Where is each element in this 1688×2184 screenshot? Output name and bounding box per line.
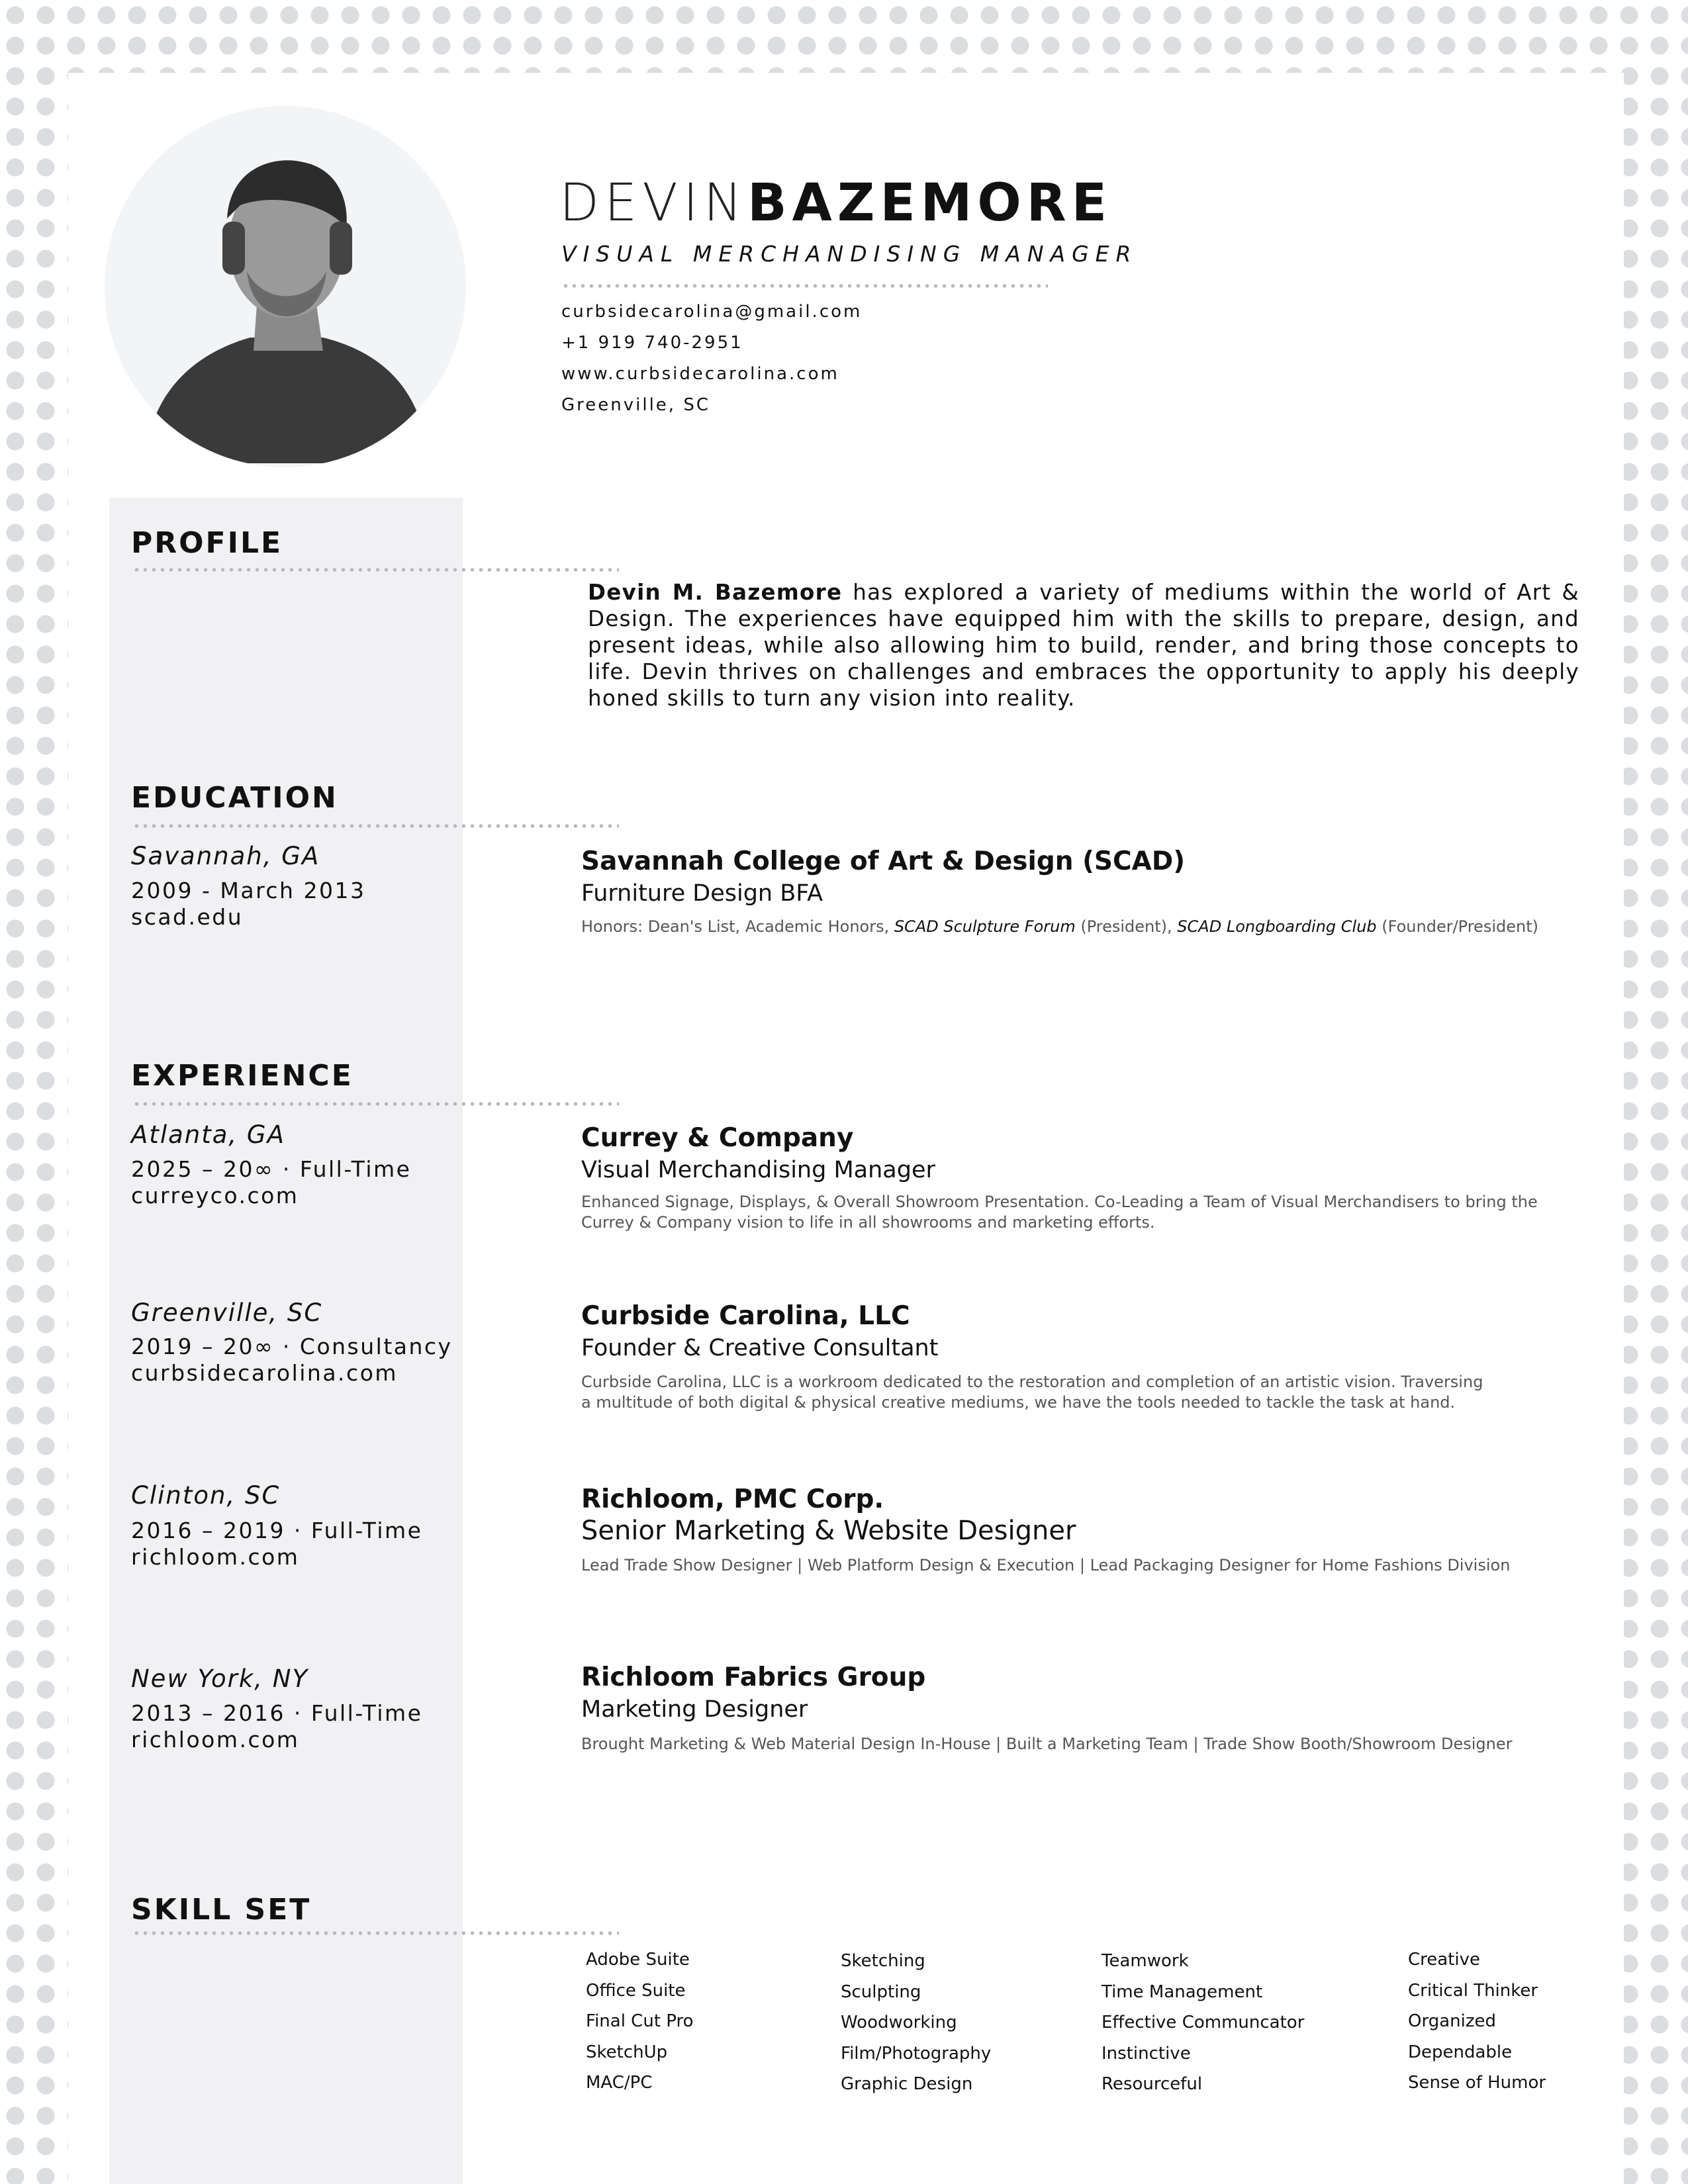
education-heading: EDUCATION xyxy=(131,781,338,815)
job-location: New York, NY xyxy=(131,1664,309,1693)
profile-name: Devin M. Bazemore xyxy=(588,580,843,605)
job-dates: 2013 – 2016 · Full-Time xyxy=(131,1700,423,1726)
job-location: Greenville, SC xyxy=(131,1298,323,1327)
skill-item: Resourceful xyxy=(1102,2074,1203,2094)
skill-item: Final Cut Pro xyxy=(586,2011,694,2031)
contact-location: Greenville, SC xyxy=(561,395,710,415)
job-title: VISUAL MERCHANDISING MANAGER xyxy=(561,241,1138,267)
job-description: Enhanced Signage, Displays, & Overall Showroom Presentation. Co-Leading a Team of Visual Merchandisers to bring the Currey & Company vision to life in all showrooms and marketing efforts. xyxy=(581,1193,1538,1232)
job-role: Founder & Creative Consultant xyxy=(581,1335,939,1361)
experience-heading: EXPERIENCE xyxy=(131,1059,353,1093)
skill-item: Creative xyxy=(1408,1950,1481,1970)
skills-column xyxy=(586,1944,694,2099)
education-school: Savannah College of Art & Design (SCAD) xyxy=(581,846,1186,876)
profile-body: has explored a variety of mediums within the world of Art & Design. The experiences have equipped him with the skills to prepare, design, and present ideas, while also allowing him to build, render, and bring those concepts to life. Devin thrives on challenges and embraces the opportunity to apply his deeply honed skills to turn any vision into reality. xyxy=(588,580,1579,711)
education-degree: Furniture Design BFA xyxy=(581,880,823,907)
profile-photo xyxy=(105,106,466,467)
job-site[interactable]: curreyco.com xyxy=(131,1183,299,1208)
skill-item: Instinctive xyxy=(1102,2043,1191,2064)
skills-column xyxy=(841,1946,991,2100)
skill-item: Sense of Humor xyxy=(1408,2073,1546,2093)
full-name xyxy=(559,173,1112,233)
skill-item: Film/Photography xyxy=(841,2043,992,2064)
honor-sculpture-forum: SCAD Sculpture Forum xyxy=(894,917,1076,936)
job-location: Atlanta, GA xyxy=(131,1120,285,1149)
education-site[interactable]: scad.edu xyxy=(131,904,244,930)
job-site[interactable]: curbsidecarolina.com xyxy=(131,1360,399,1386)
last-name: BAZEMORE xyxy=(747,173,1112,233)
job-company: Currey & Company xyxy=(581,1123,854,1153)
profile-heading: PROFILE xyxy=(131,526,283,560)
header-divider xyxy=(561,284,1048,288)
skills-divider xyxy=(132,1931,619,1935)
experience-divider xyxy=(132,1102,619,1106)
skills-column xyxy=(1408,1944,1546,2099)
job-role: Visual Merchandising Manager xyxy=(581,1157,935,1183)
education-location: Savannah, GA xyxy=(131,842,320,870)
contact-phone[interactable]: +1 919 740-2951 xyxy=(561,333,743,353)
job-location: Clinton, SC xyxy=(131,1481,281,1510)
skill-item: Sketching xyxy=(841,1951,925,1971)
profile-divider xyxy=(132,568,619,572)
skill-item: Critical Thinker xyxy=(1408,1980,1538,2001)
first-name: DEVIN xyxy=(559,173,748,233)
honor-longboarding-club: SCAD Longboarding Club xyxy=(1177,917,1377,936)
job-description: Lead Trade Show Designer | Web Platform Design & Execution | Lead Packaging Designer for Home Fashions Division xyxy=(581,1556,1511,1574)
skill-item: Effective Communcator xyxy=(1102,2013,1305,2032)
skill-item: Dependable xyxy=(1408,2042,1513,2062)
education-divider xyxy=(132,824,619,828)
job-role: Marketing Designer xyxy=(581,1696,808,1723)
job-role: Senior Marketing & Website Designer xyxy=(581,1516,1076,1546)
skills-heading: SKILL SET xyxy=(131,1893,312,1927)
skill-item: MAC/PC xyxy=(586,2073,653,2093)
job-description: Brought Marketing & Web Material Design In-House | Built a Marketing Team | Trade Show Booth/Showroom Designer xyxy=(581,1735,1513,1753)
skill-item: Adobe Suite xyxy=(586,1950,690,1970)
job-description: Curbside Carolina, LLC is a workroom dedicated to the restoration and completion of an artistic vision. Traversing a multitude of both digital & physical creative mediums, we have the tools needed to tackle the task at hand. xyxy=(581,1373,1483,1412)
job-company: Curbside Carolina, LLC xyxy=(581,1301,910,1331)
skill-item: Time Management xyxy=(1102,1981,1263,2002)
job-company: Richloom Fabrics Group xyxy=(581,1662,926,1692)
contact-website[interactable]: www.curbsidecarolina.com xyxy=(561,364,839,384)
skill-item: Organized xyxy=(1408,2011,1496,2031)
profile-text xyxy=(588,579,1579,711)
job-dates: 2019 – 20∞ · Consultancy xyxy=(131,1334,453,1359)
job-dates: 2025 – 20∞ · Full-Time xyxy=(131,1156,412,1182)
skill-item: SketchUp xyxy=(586,2042,668,2062)
job-site[interactable]: richloom.com xyxy=(131,1544,300,1570)
skill-item: Graphic Design xyxy=(841,2074,973,2094)
skills-column xyxy=(1102,1946,1304,2100)
job-company: Richloom, PMC Corp. xyxy=(581,1484,884,1514)
skill-item: Office Suite xyxy=(586,1980,686,2001)
skill-item: Sculpting xyxy=(841,1981,921,2002)
job-dates: 2016 – 2019 · Full-Time xyxy=(131,1518,423,1543)
education-dates: 2009 - March 2013 xyxy=(131,878,366,903)
contact-email[interactable]: curbsidecarolina@gmail.com xyxy=(561,302,863,322)
job-site[interactable]: richloom.com xyxy=(131,1727,300,1752)
education-honors: Honors: Dean's List, Academic Honors, SCAD Sculpture Forum (President), SCAD Longboarding Club (Founder/President) xyxy=(581,917,1538,936)
skill-item: Woodworking xyxy=(841,2013,957,2032)
skill-item: Teamwork xyxy=(1102,1951,1189,1971)
